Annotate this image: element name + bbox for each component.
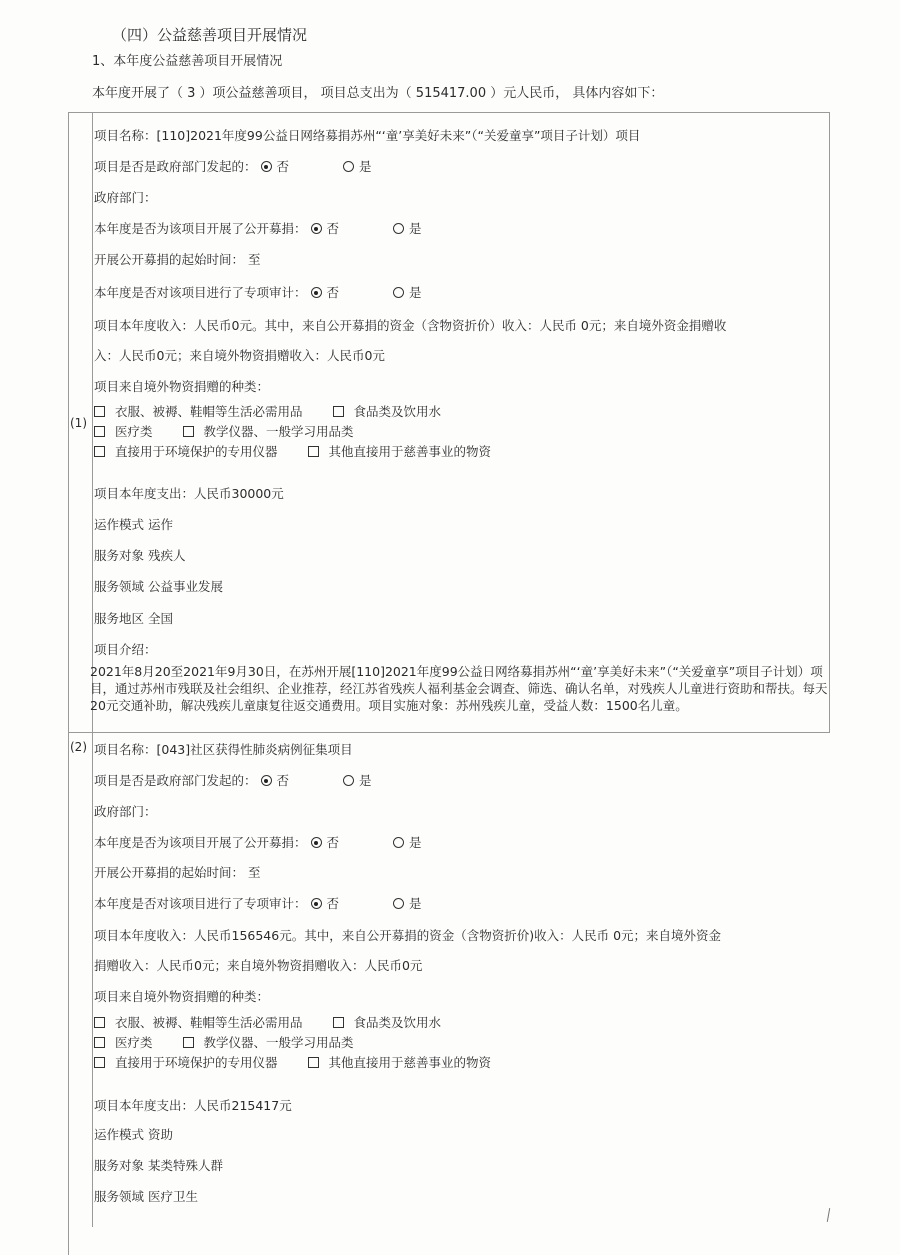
checkbox-food[interactable] [333, 1017, 344, 1028]
checkbox-other[interactable] [308, 446, 319, 457]
fundraising-time-label: 开展公开募捐的起始时间： 至 [94, 865, 261, 880]
public-fundraising-label: 本年度是否为该项目开展了公开募捐： [94, 221, 307, 236]
radio-no-selected[interactable] [311, 837, 322, 848]
field-value: 医疗卫生 [148, 1189, 199, 1204]
mode-label: 运作模式 [94, 1127, 145, 1142]
radio-yes-label: 是 [359, 773, 372, 788]
region-value: 全国 [148, 611, 174, 626]
checkbox-row-1 [94, 1013, 441, 1031]
public-fundraising-row [94, 833, 422, 851]
checkbox-other[interactable] [308, 1057, 319, 1068]
mode-label: 运作模式 [94, 517, 145, 532]
radio-no-label: 否 [326, 896, 340, 911]
checkbox-education[interactable] [183, 1037, 194, 1048]
target-row [94, 546, 186, 564]
gov-initiated-label: 项目是否是政府部门发起的： [94, 773, 257, 788]
gov-dept-label: 政府部门： [94, 190, 157, 205]
radio-yes[interactable] [343, 161, 354, 172]
target-row [94, 1156, 223, 1174]
gov-dept-label: 政府部门： [94, 804, 157, 819]
checkbox-environment-label: 直接用于环境保护的专用仪器 [115, 1055, 278, 1070]
radio-yes[interactable] [393, 287, 404, 298]
income-line-1: 项目本年度收入：人民币0元。其中，来自公开募捐的资金（含物资折价）收入：人民币 0元；来自境外资金捐赠收 [94, 318, 727, 333]
target-value: 残疾人 [148, 548, 186, 563]
target-label: 服务对象 [94, 1158, 145, 1173]
checkbox-environment-label: 直接用于环境保护的专用仪器 [115, 444, 278, 459]
radio-yes-label: 是 [409, 835, 422, 850]
mode-value: 资助 [148, 1127, 174, 1142]
checkbox-environment[interactable] [94, 1057, 105, 1068]
checkbox-education-label: 教学仪器、一般学习用品类 [203, 424, 354, 439]
public-fundraising-label: 本年度是否为该项目开展了公开募捐： [94, 835, 307, 850]
table-edge-mark [827, 1208, 830, 1222]
section-heading: （四）公益慈善项目开展情况 [112, 26, 308, 44]
checkbox-medical[interactable] [94, 426, 105, 437]
field-row [94, 1187, 198, 1205]
target-value: 某类特殊人群 [148, 1158, 224, 1173]
checkbox-row-3 [94, 442, 491, 460]
checkbox-education-label: 教学仪器、一般学习用品类 [203, 1035, 354, 1050]
mode-value: 运作 [148, 517, 174, 532]
expense-line: 项目本年度支出：人民币215417元 [94, 1098, 292, 1113]
checkbox-clothing-label: 衣服、被褥、鞋帽等生活必需用品 [115, 1015, 303, 1030]
project-name: 项目名称：[043]社区获得性肺炎病例征集项目 [94, 742, 353, 757]
radio-no-label: 否 [326, 835, 340, 850]
gov-initiated-label: 项目是否是政府部门发起的： [94, 159, 257, 174]
checkbox-education[interactable] [183, 426, 194, 437]
intro-text: 本年度开展了（ 3 ）项公益慈善项目， 项目总支出为（ 515417.00 ）元人民币， 具体内容如下： [92, 86, 664, 101]
project-name: 项目名称：[110]2021年度99公益日网络募捐苏州“‘童’享美好未来”（“关爱童享”项目子计划）项目 [94, 128, 641, 143]
table-border-top [68, 112, 830, 113]
region-label: 服务地区 [94, 611, 145, 626]
checkbox-food[interactable] [333, 406, 344, 417]
checkbox-row-2 [94, 1033, 354, 1051]
audit-label: 本年度是否对该项目进行了专项审计： [94, 285, 307, 300]
radio-no-label: 否 [326, 221, 340, 236]
checkbox-food-label: 食品类及饮用水 [353, 404, 442, 419]
radio-yes-label: 是 [359, 159, 372, 174]
checkbox-row-3 [94, 1053, 491, 1071]
radio-no-selected[interactable] [311, 287, 322, 298]
income-line-2: 入：人民币0元；来自境外物资捐赠收入：人民币0元 [94, 348, 385, 363]
radio-no-selected[interactable] [261, 161, 272, 172]
checkbox-clothing[interactable] [94, 406, 105, 417]
field-value: 公益事业发展 [148, 579, 224, 594]
fundraising-time-label: 开展公开募捐的起始时间： 至 [94, 252, 261, 267]
radio-yes-label: 是 [409, 285, 422, 300]
gov-initiated-row [94, 771, 372, 789]
radio-no-label: 否 [276, 159, 290, 174]
checkbox-environment[interactable] [94, 446, 105, 457]
expense-line: 项目本年度支出：人民币30000元 [94, 486, 284, 501]
income-line-2: 捐赠收入：人民币0元；来自境外物资捐赠收入：人民币0元 [94, 958, 423, 973]
field-label: 服务领域 [94, 1189, 145, 1204]
table-border-left [68, 112, 69, 1255]
radio-yes[interactable] [393, 837, 404, 848]
region-row [94, 609, 173, 627]
project-number: (1) [70, 416, 87, 430]
project-number: (2) [70, 740, 87, 754]
audit-label: 本年度是否对该项目进行了专项审计： [94, 896, 307, 911]
radio-yes[interactable] [393, 898, 404, 909]
income-line-1: 项目本年度收入：人民币156546元。其中，来自公开募捐的资金（含物资折价)收入：人民币 0元；来自境外资金 [94, 928, 722, 943]
radio-no-label: 否 [276, 773, 290, 788]
radio-no-label: 否 [326, 285, 340, 300]
radio-no-selected[interactable] [311, 898, 322, 909]
audit-row [94, 283, 422, 301]
overseas-types-label: 项目来自境外物资捐赠的种类： [94, 989, 270, 1004]
checkbox-medical-label: 医疗类 [115, 1035, 153, 1050]
checkbox-row-1 [94, 402, 441, 420]
checkbox-row-2 [94, 422, 354, 440]
field-row [94, 577, 223, 595]
checkbox-clothing-label: 衣服、被褥、鞋帽等生活必需用品 [115, 404, 303, 419]
public-fundraising-row [94, 219, 422, 237]
checkbox-other-label: 其他直接用于慈善事业的物资 [328, 1055, 492, 1070]
project-description: 2021年8月20至2021年9月30日，在苏州开展[110]2021年度99公益日网络募捐苏州“‘童’享美好未来”（“关爱童享”项目子计划）项目，通过苏州市残联及社会组织、企业推荐，经江苏省残疾人福利基金会调查、筛选、确认名单，对残疾人儿童进行资助和帮扶。每天20元交通补助，解决残疾儿童康复往返交通费用。项目实施对象：苏州残疾儿童，受益人数：1500名儿童。 [90, 664, 828, 713]
checkbox-medical-label: 医疗类 [115, 424, 153, 439]
field-label: 服务领域 [94, 579, 145, 594]
checkbox-food-label: 食品类及饮用水 [353, 1015, 442, 1030]
target-label: 服务对象 [94, 548, 145, 563]
radio-no-selected[interactable] [311, 223, 322, 234]
radio-no-selected[interactable] [261, 775, 272, 786]
checkbox-clothing[interactable] [94, 1017, 105, 1028]
radio-yes[interactable] [343, 775, 354, 786]
subsection-heading: 1、本年度公益慈善项目开展情况 [92, 54, 283, 69]
table-row-divider [68, 732, 830, 733]
table-border-right [829, 112, 830, 732]
checkbox-medical[interactable] [94, 1037, 105, 1048]
checkbox-other-label: 其他直接用于慈善事业的物资 [328, 444, 492, 459]
overseas-types-label: 项目来自境外物资捐赠的种类： [94, 379, 270, 394]
mode-row [94, 1125, 173, 1143]
radio-yes-label: 是 [409, 221, 422, 236]
intro-label: 项目介绍： [94, 642, 157, 657]
mode-row [94, 515, 173, 533]
radio-yes-label: 是 [409, 896, 422, 911]
gov-initiated-row [94, 157, 372, 175]
radio-yes[interactable] [393, 223, 404, 234]
audit-row [94, 894, 422, 912]
